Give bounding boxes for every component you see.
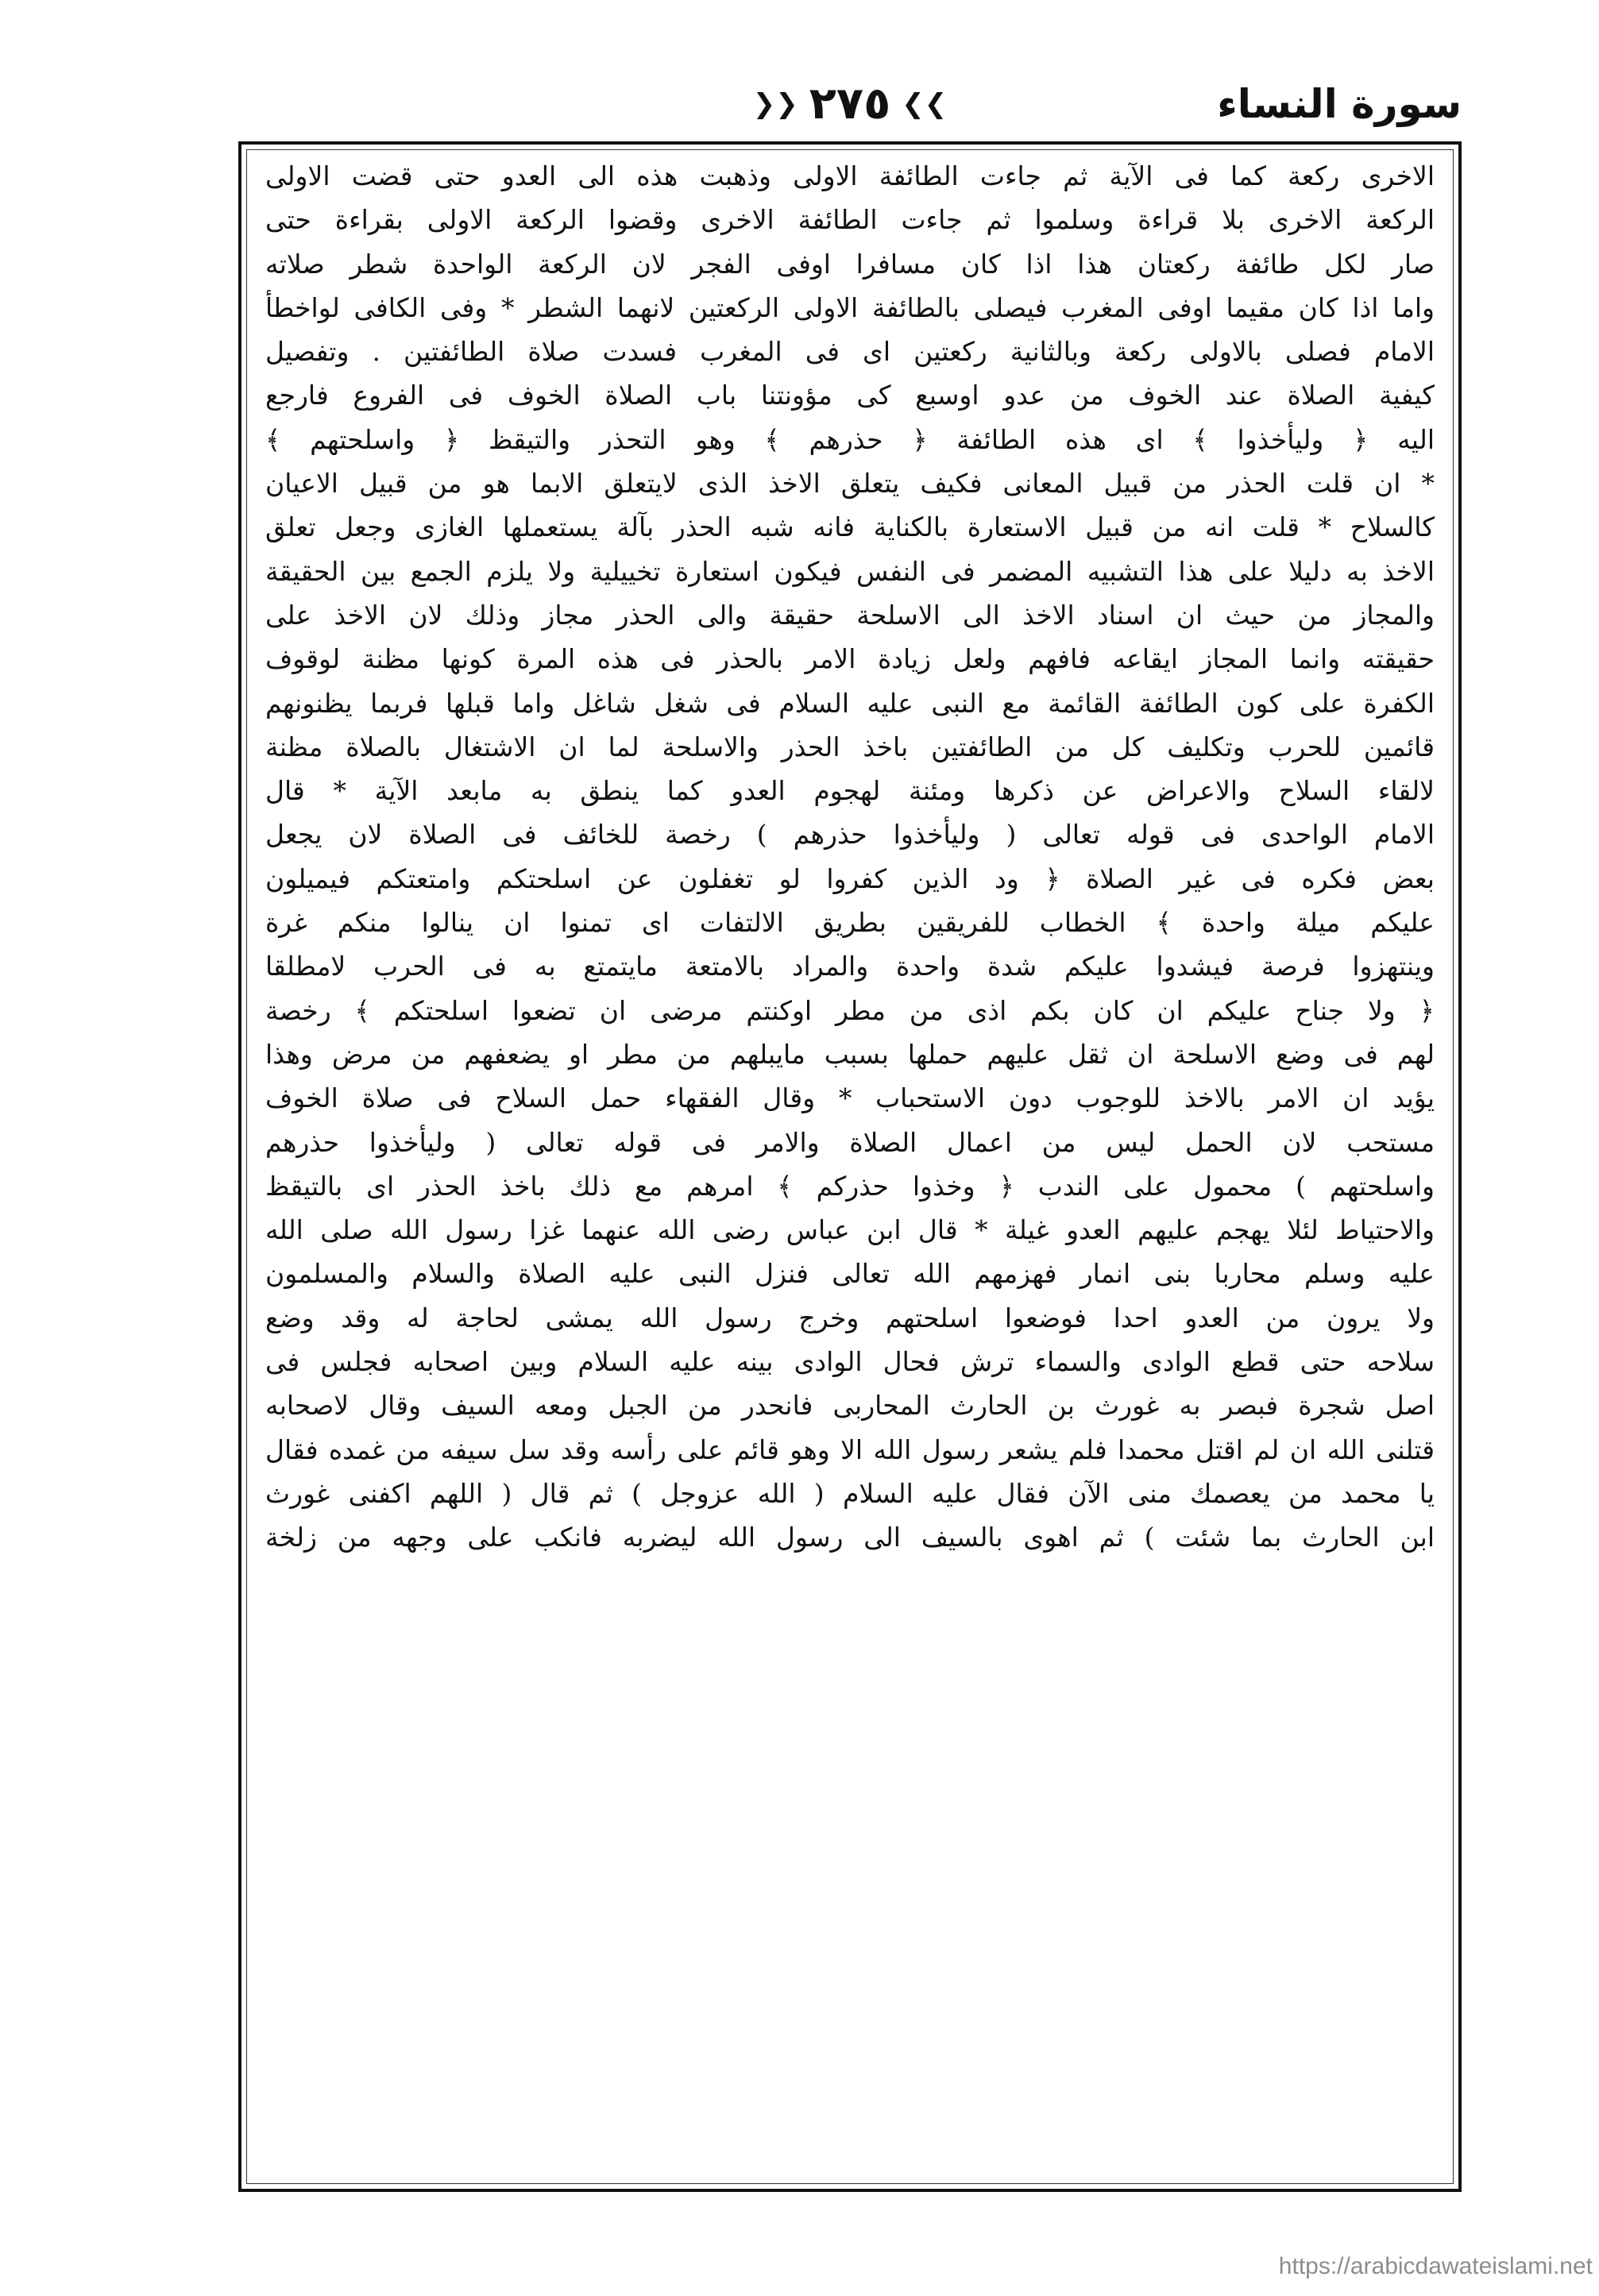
- text-line: سلاحه حتى قطع الوادى والسماء ترش فحال الوادى بينه عليه السلام وبين اصحابه فجلس فى: [265, 1346, 1435, 1378]
- text-line: عليه وسلم محاربا بنى انمار فهزمهم الله تعالى فنزل النبى عليه الصلاة والسلام والمسلمون: [265, 1258, 1435, 1290]
- text-line: قائمين للحرب وتكليف كل من الطائفتين باخذ الحذر والاسلحة لما ان الاشتغال بالصلاة مظنة: [265, 731, 1435, 762]
- text-line: كيفية الصلاة عند الخوف من عدو اوسبع كى مؤونتنا باب الصلاة الخوف فى الفروع فارجع: [265, 380, 1435, 411]
- text-line: الامام فصلى بالاولى ركعة وبالثانية ركعتين اى فى المغرب فسدت صلاة الطائفتين . وتفصيل: [265, 336, 1435, 368]
- text-line: * ان قلت الحذر من قبيل المعانى فكيف يتعلق الاخذ الذى لايتعلق الابما هو من قبيل الاعيان: [265, 468, 1435, 500]
- ornament-right-icon: ❮❮: [902, 88, 948, 120]
- text-line: الاخذ به دليلا على هذا التشبيه المضمر فى النفس فيكون استعارة تخييلية ولا يلزم الجمع بين الحقيقة: [265, 555, 1435, 587]
- surah-name: سورة النساء: [1217, 81, 1462, 127]
- text-line: حقيقته وانما المجاز ايقاعه فافهم ولعل زيادة الامر بالحذر فى هذه المرة كونها مظنة لوقوف: [265, 643, 1435, 675]
- text-line: والمجاز من حيث ان اسناد الاخذ الى الاسلحة حقيقة والى الحذر مجاز وذلك لان الاخذ على: [265, 599, 1435, 631]
- text-line: ولا يرون من العدو احدا فوضعوا اسلحتهم وخرج رسول الله يمشى لحاجة له وقد وضع: [265, 1302, 1435, 1333]
- text-line: ابن الحارث بما شئت ) ثم اهوى بالسيف الى رسول الله ليضربه فانكب على وجهه من زلخة: [265, 1522, 1435, 1553]
- text-line: قتلنى الله ان لم اقتل محمدا فلم يشعر رسول الله الا وهو قائم على رأسه وقد سل سيفه من غمده فقال: [265, 1434, 1435, 1465]
- page-number-block: [747, 68, 953, 140]
- text-line: بعض فكره فى غير الصلاة ﴿ ود الذين كفروا لو تغفلون عن اسلحتكم وامتعتكم فيميلون: [265, 862, 1435, 894]
- text-line: لهم فى وضع الاسلحة ان ثقل عليهم حملها بسبب مايبلهم من مطر او يضعفهم من مرض وهذا: [265, 1038, 1435, 1070]
- watermark-url: https://arabicdawateislami.net: [1278, 2253, 1593, 2279]
- text-line: الكفرة على كون الطائفة القائمة مع النبى عليه السلام فى شغل شاغل واما قبلها فربما يظنونهم: [265, 687, 1435, 719]
- page-header: [238, 68, 1462, 140]
- text-line: اليه ﴿ وليأخذوا ﴾ اى هذه الطائفة ﴿ حذرهم ﴾ وهو التحذر والتيقظ ﴿ واسلحتهم ﴾: [265, 423, 1435, 455]
- text-line: مستحب لان الحمل ليس من اعمال الصلاة والامر فى قوله تعالى ( وليأخذوا حذرهم: [265, 1126, 1435, 1158]
- text-line: الامام الواحدى فى قوله تعالى ( وليأخذوا حذرهم ) رخصة للخائف فى الصلاة لان يجعل: [265, 819, 1435, 851]
- text-line: ﴿ ولا جناح عليكم ان كان بكم اذى من مطر اوكنتم مرضى ان تضعوا اسلحتكم ﴾ رخصة: [265, 994, 1435, 1026]
- text-line: واما اذا كان مقيما اوفى المغرب فيصلى بالطائفة الاولى الركعتين لانهما الشطر * وفى الكافى لواخطأ: [265, 291, 1435, 323]
- text-line: الركعة الاخرى بلا قراءة وسلموا ثم جاءت الطائفة الاخرى وقضوا الركعة الاولى بقراءة حتى: [265, 204, 1435, 236]
- text-line: صار لكل طائفة ركعتان هذا اذا كان مسافرا اوفى الفجر لان الركعة الواحدة شطر صلاته: [265, 248, 1435, 280]
- text-line: وينتهزوا فرصة فيشدوا عليكم شدة واحدة والمراد بالامتعة مايتمتع به فى الحرب لامطلقا: [265, 951, 1435, 982]
- text-line: لالقاء السلاح والاعراض عن ذكرها ومئنة لهجوم العدو كما ينطق به مابعد الآية * قال: [265, 775, 1435, 807]
- text-line: واسلحتهم ) محمول على الندب ﴿ وخذوا حذركم ﴾ امرهم مع ذلك باخذ الحذر اى بالتيقظ: [265, 1170, 1435, 1202]
- text-line: يا محمد من يعصمك منى الآن فقال عليه السلام ( الله عزوجل ) ثم قال ( اللهم اكفنى غورث: [265, 1477, 1435, 1509]
- text-line: الاخرى ركعة كما فى الآية ثم جاءت الطائفة الاولى وذهبت هذه الى العدو حتى قضت الاولى: [265, 160, 1435, 191]
- text-line: يؤيد ان الامر بالاخذ للوجوب دون الاستحباب * وقال الفقهاء حمل السلاح فى صلاة الخوف: [265, 1082, 1435, 1114]
- body-text: [265, 154, 1435, 1560]
- text-line: والاحتياط لئلا يهجم عليهم العدو غيلة * قال ابن عباس رضى الله عنهما غزا رسول الله صلى الله: [265, 1214, 1435, 1246]
- text-line: عليكم ميلة واحدة ﴾ الخطاب للفريقين بطريق الالتفات اى تمنوا ان ينالوا منكم غرة: [265, 907, 1435, 939]
- text-line: اصل شجرة فبصر به غورث بن الحارث المحاربى فانحدر من الجبل ومعه السيف وقال لاصحابه: [265, 1390, 1435, 1422]
- text-frame: [238, 141, 1462, 2192]
- page-number: ٢٧٥: [809, 78, 891, 129]
- ornament-left-icon: ❯❯: [752, 88, 798, 120]
- text-line: كالسلاح * قلت انه من قبيل الاستعارة بالكناية فانه شبه الحذر بآلة يستعملها الغازى وجعل تعلق: [265, 511, 1435, 543]
